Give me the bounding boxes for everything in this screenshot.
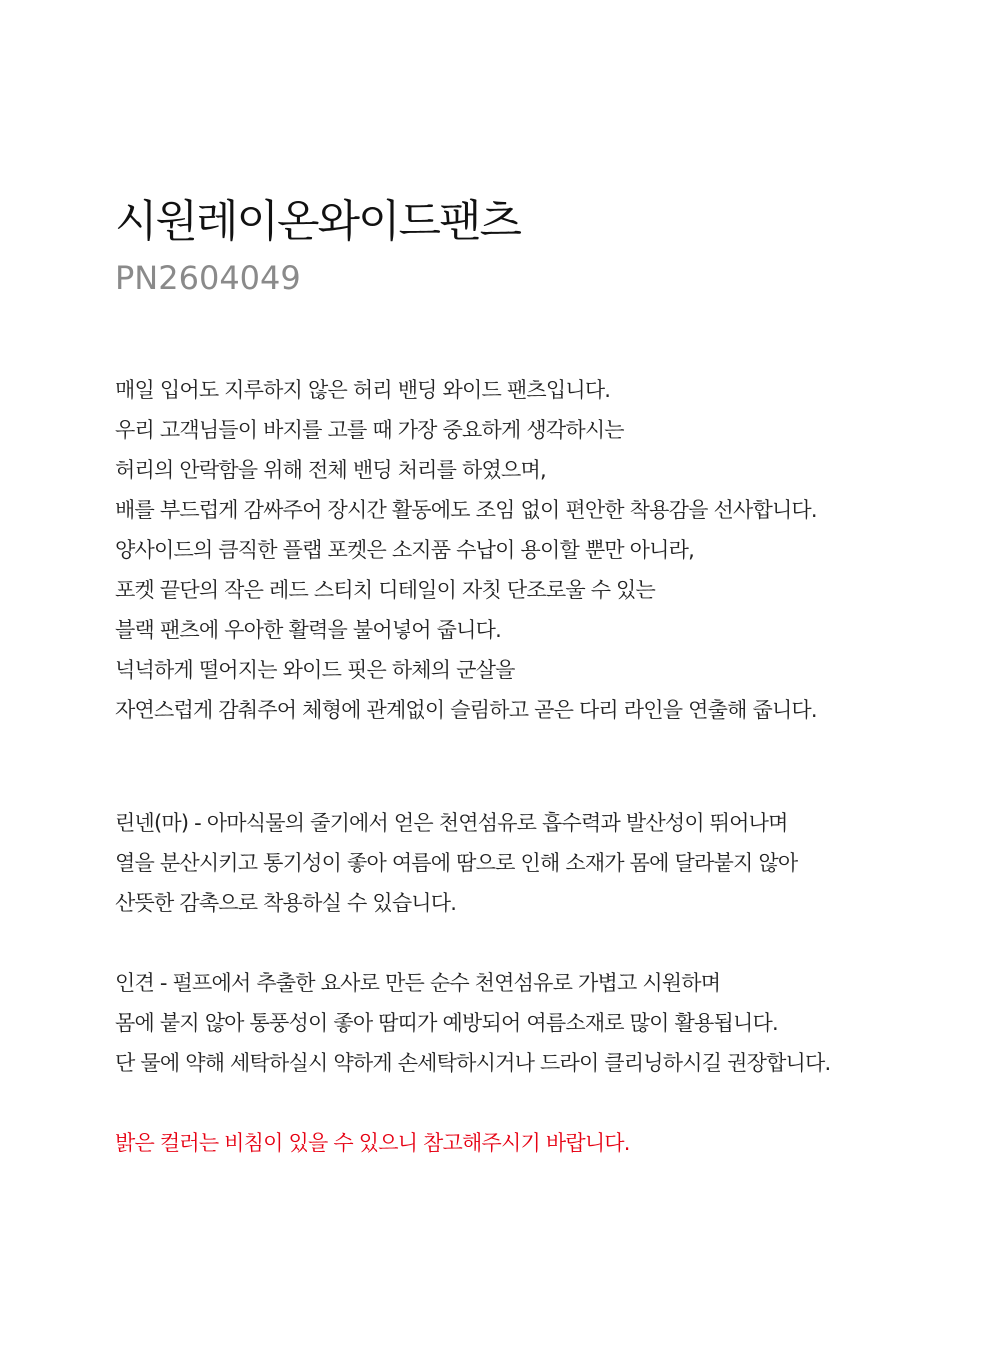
- description-line: 배를 부드럽게 감싸주어 장시간 활동에도 조임 없이 편안한 착용감을 선사합니다.: [115, 498, 817, 522]
- notice-paragraph: [115, 1123, 630, 1163]
- description-line: 포켓 끝단의 작은 레드 스티치 디테일이 자칫 단조로울 수 있는: [115, 578, 656, 602]
- product-code: PN2604049: [115, 259, 301, 297]
- description-line: 허리의 안락함을 위해 전체 밴딩 처리를 하였으며,: [115, 458, 546, 482]
- description-line: 매일 입어도 지루하지 않은 허리 밴딩 와이드 팬츠입니다.: [115, 378, 611, 402]
- description-line: 양사이드의 큼직한 플랩 포켓은 소지품 수납이 용이할 뿐만 아니라,: [115, 538, 694, 562]
- product-title: 시원레이온와이드팬츠: [115, 196, 521, 247]
- linen-line: 산뜻한 감촉으로 착용하실 수 있습니다.: [115, 891, 457, 915]
- linen-line: 린넨(마) - 아마식물의 줄기에서 얻은 천연섬유로 흡수력과 발산성이 뛰어나며: [115, 811, 788, 835]
- description-paragraph: [115, 370, 817, 730]
- rayon-paragraph: [115, 963, 830, 1083]
- linen-line: 열을 분산시키고 통기성이 좋아 여름에 땀으로 인해 소재가 몸에 달라붙지 않아: [115, 851, 798, 875]
- rayon-line: 단 물에 약해 세탁하실시 약하게 손세탁하시거나 드라이 클리닝하시길 권장합니다.: [115, 1051, 831, 1075]
- description-line: 블랙 팬츠에 우아한 활력을 불어넣어 줍니다.: [115, 618, 501, 642]
- rayon-line: 인견 - 펄프에서 추출한 요사로 만든 순수 천연섬유로 가볍고 시원하며: [115, 971, 721, 995]
- linen-paragraph: [115, 803, 797, 923]
- notice-text: 밝은 컬러는 비침이 있을 수 있으니 참고해주시기 바랍니다.: [115, 1131, 630, 1155]
- description-line: 우리 고객님들이 바지를 고를 때 가장 중요하게 생각하시는: [115, 418, 624, 442]
- rayon-line: 몸에 붙지 않아 통풍성이 좋아 땀띠가 예방되어 여름소재로 많이 활용됩니다.: [115, 1011, 778, 1035]
- description-line: 넉넉하게 떨어지는 와이드 핏은 하체의 군살을: [115, 658, 515, 682]
- description-line: 자연스럽게 감춰주어 체형에 관계없이 슬림하고 곧은 다리 라인을 연출해 줍니다.: [115, 698, 817, 722]
